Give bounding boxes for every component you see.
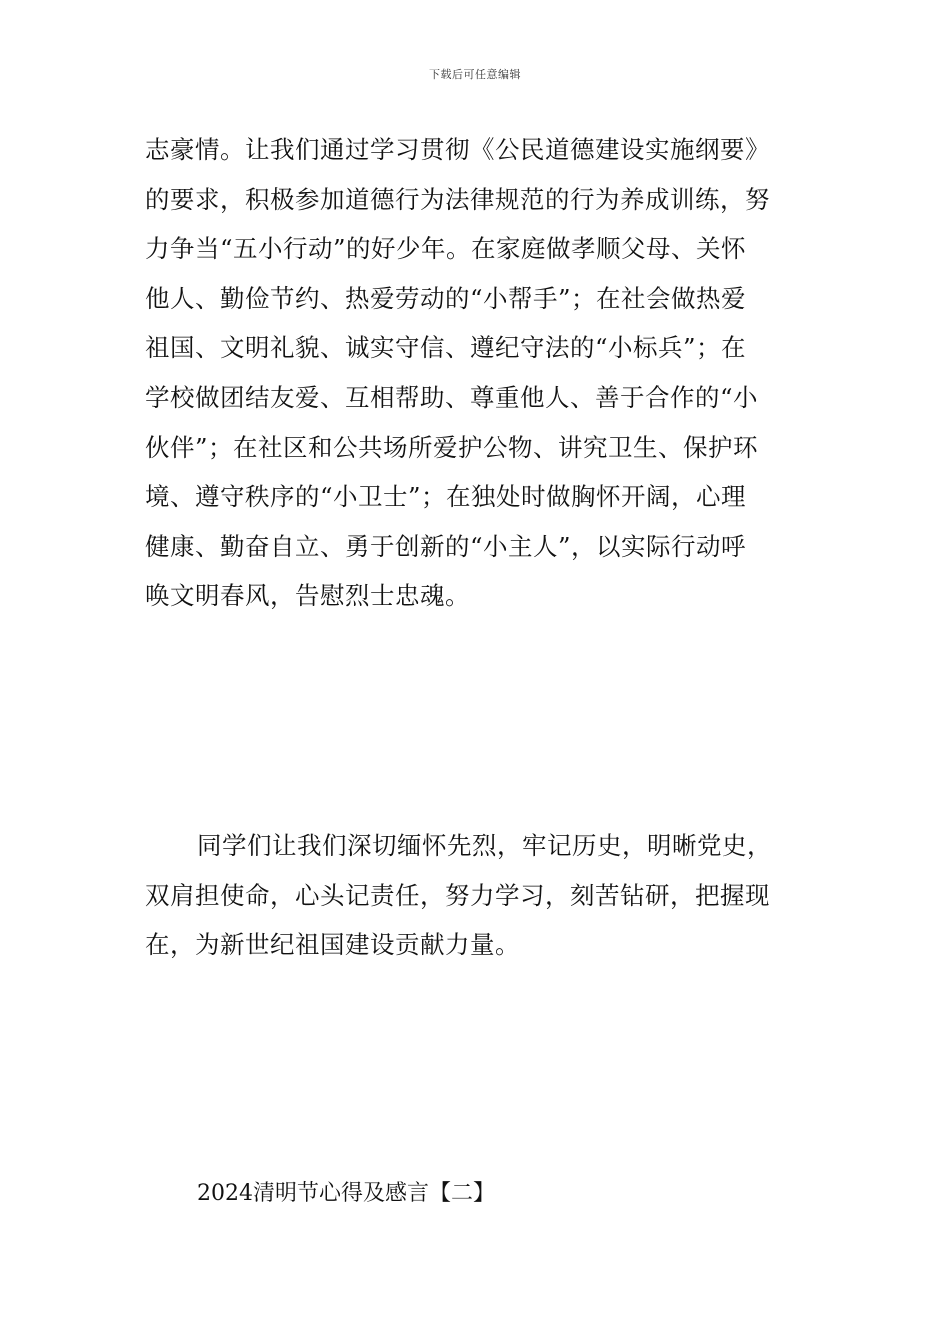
paragraph-line: 境、遵守秩序的“小卫士”；在独处时做胸怀开阔，心理 — [145, 482, 747, 512]
paragraph-line: 祖国、文明礼貌、诚实守信、遵纪守法的“小标兵”；在 — [145, 333, 747, 363]
paragraph-line: 他人、勤俭节约、热爱劳动的“小帮手”；在社会做热爱 — [145, 283, 747, 313]
section-title: 2024清明节心得及感言【二】 — [197, 1181, 495, 1206]
paragraph-line: 在，为新世纪祖国建设贡献力量。 — [145, 930, 520, 960]
paragraph-line: 双肩担使命，心头记责任，努力学习，刻苦钻研，把握现 — [145, 880, 770, 910]
paragraph-line: 志豪情。让我们通过学习贯彻《公民道德建设实施纲要》 — [145, 135, 770, 164]
paragraph-1 — [145, 125, 825, 621]
paragraph-line: 健康、勤奋自立、勇于创新的“小主人”，以实际行动呼 — [145, 531, 747, 561]
paragraph-line: 的要求，积极参加道德行为法律规范的行为养成训练，努 — [145, 184, 770, 214]
paragraph-2 — [145, 821, 825, 970]
paragraph-line: 力争当“五小行动”的好少年。在家庭做孝顺父母、关怀 — [145, 234, 747, 264]
paragraph-line: 学校做团结友爱、互相帮助、尊重他人、善于合作的“小 — [145, 382, 759, 412]
paragraph-line: 唤文明春风，告慰烈士忠魂。 — [145, 581, 470, 611]
paragraph-line: 同学们让我们深切缅怀先烈，牢记历史，明晰党史， — [197, 831, 772, 860]
page-header: 下载后可任意编辑 — [429, 68, 521, 81]
paragraph-line: 伙伴”；在社区和公共场所爱护公物、讲究卫生、保护环 — [145, 432, 759, 462]
